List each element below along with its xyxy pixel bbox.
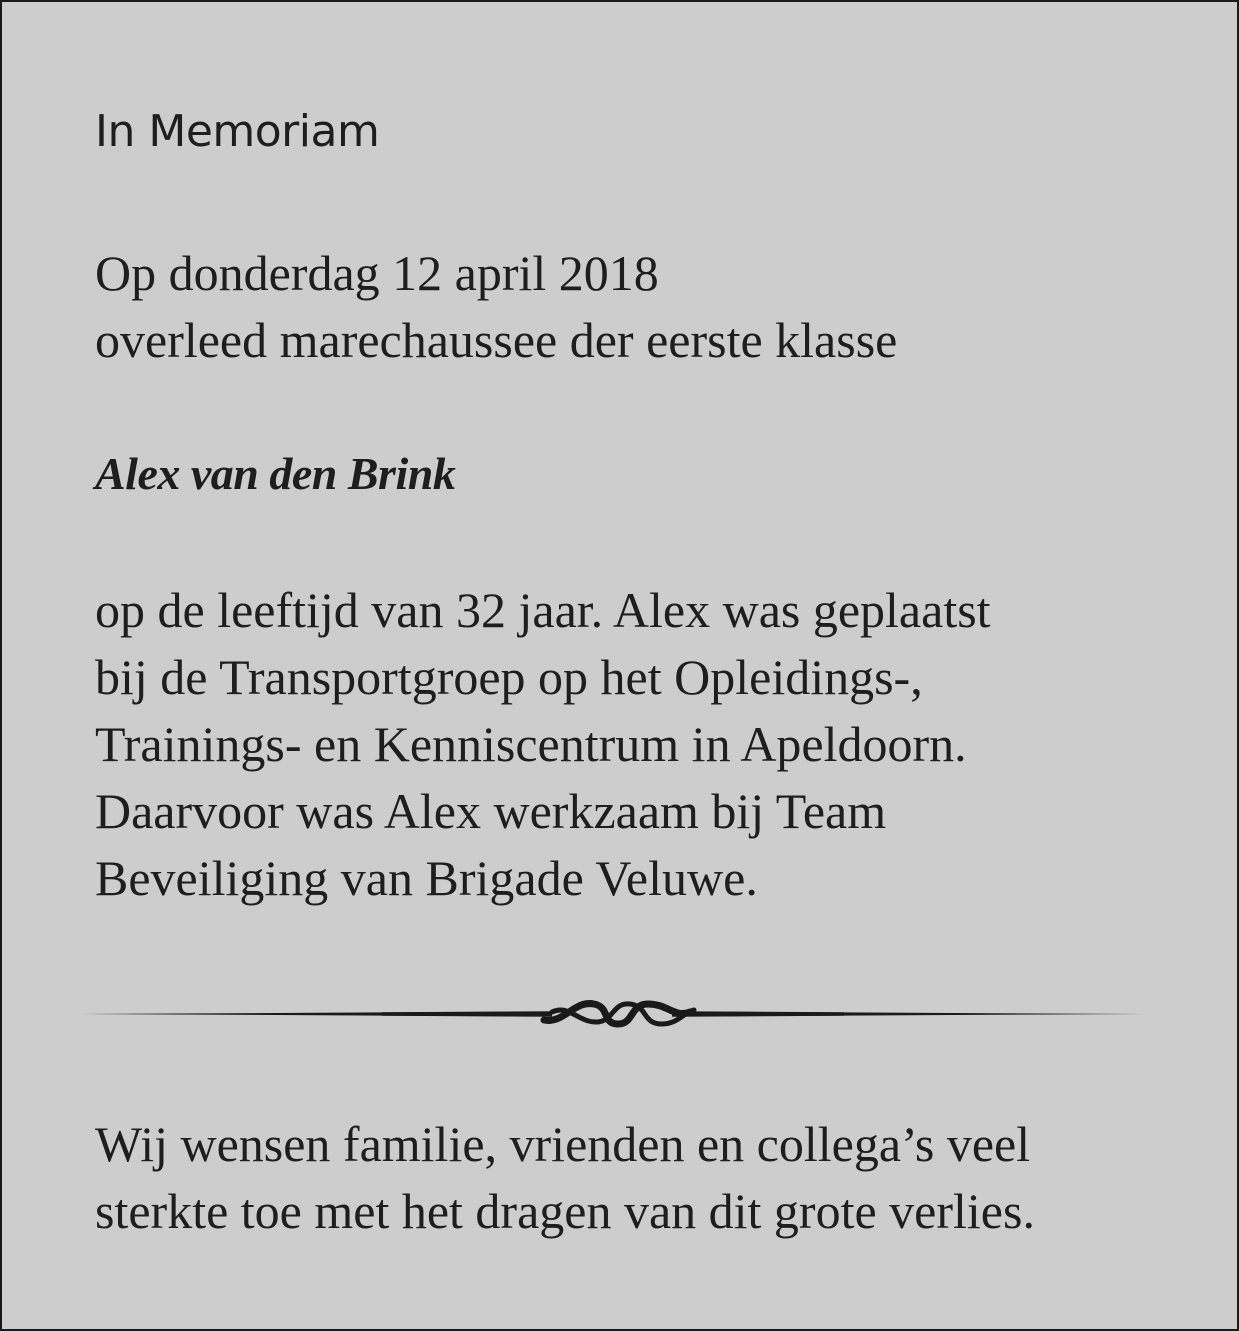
body-line: bij de Transportgroep op het Opleidings-, (95, 649, 923, 705)
body-line: Daarvoor was Alex werkzaam bij Team (95, 783, 887, 839)
body-line: Trainings- en Kenniscentrum in Apeldoorn. (95, 716, 967, 772)
body-paragraph (95, 577, 991, 912)
deceased-name: Alex van den Brink (95, 448, 456, 499)
intro-paragraph (95, 240, 897, 374)
ornamental-divider-icon (82, 990, 1144, 1040)
intro-line: overleed marechaussee der eerste klasse (95, 312, 898, 368)
intro-line: Op donderdag 12 april 2018 (95, 245, 659, 301)
page-title: In Memoriam (95, 106, 380, 157)
closing-line: sterkte toe met het dragen van dit grote verlies. (95, 1183, 1035, 1239)
body-line: Beveiliging van Brigade Veluwe. (95, 850, 758, 906)
body-line: op de leeftijd van 32 jaar. Alex was geplaatst (95, 582, 991, 638)
closing-paragraph (95, 1111, 1035, 1245)
closing-line: Wij wensen familie, vrienden en collega’s veel (95, 1116, 1031, 1172)
